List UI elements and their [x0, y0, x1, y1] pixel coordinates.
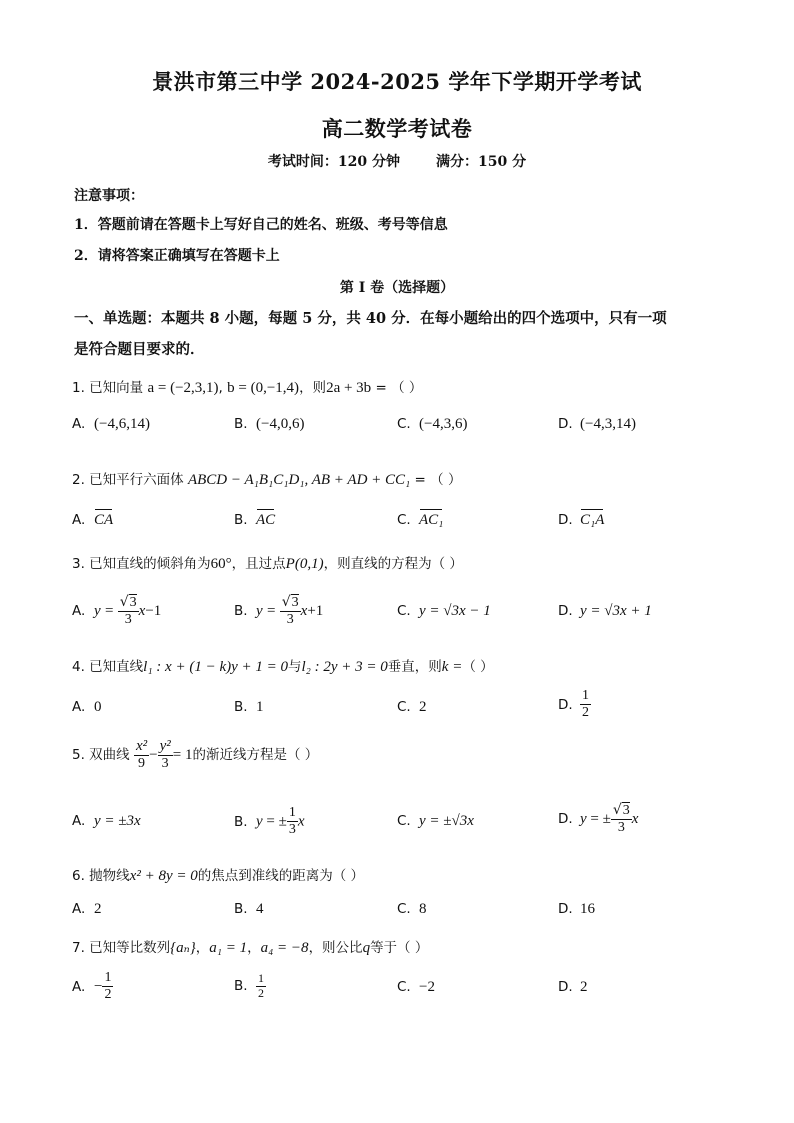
section-title: 第 I 卷（选择题）	[339, 280, 455, 296]
q5-option-b[interactable]: B. y = ± $\frac{1}{3}$ x	[234, 805, 305, 838]
q7-a1: a₁ = 1	[209, 940, 248, 956]
q1-vector-a: a = (−2,3,1)	[147, 380, 219, 396]
q4-option-d[interactable]	[558, 688, 591, 721]
q4-suffix: 垂直，则	[387, 659, 442, 675]
q3-prefix: 3. 已知直线的倾斜角为	[72, 556, 211, 572]
q5-option-d[interactable]: D. y = ± $\frac{√3}{3}$ x	[558, 802, 639, 836]
option-text: AC	[256, 512, 276, 528]
notes-item-2: 2．请将答案正确填写在答题卡上	[74, 248, 280, 264]
q6-option-c[interactable]	[397, 901, 427, 918]
option-label: B.	[234, 699, 248, 715]
section-intro-line-2: 是符合题目要求的．	[74, 341, 205, 358]
option-text: AC₁	[419, 512, 444, 528]
q1-option-b[interactable]	[234, 416, 304, 433]
q7-prefix: 7. 已知等比数列	[72, 940, 171, 956]
option-label: C.	[397, 603, 411, 619]
q3-point: P(0,1)	[285, 556, 324, 572]
q3-option-a[interactable]: A. y = $\frac{√3}{3}$ x−1	[72, 594, 162, 628]
fraction: $\frac{1}{2}$	[258, 971, 264, 1000]
option-label: C.	[397, 512, 411, 528]
q1-vector-b: b = (0,−1,4)	[227, 380, 300, 396]
q6-option-b[interactable]	[234, 901, 264, 918]
exam-info	[0, 151, 794, 171]
q1-mid: ，则	[299, 380, 327, 396]
option-text: 4	[256, 901, 264, 917]
q5-option-a[interactable]	[72, 813, 141, 830]
q2-expression: ABCD − A₁B₁C₁D₁, AB + AD + CC₁	[187, 472, 411, 488]
exam-title: 景洪市第三中学 2024-2025 学年下学期开学考试	[152, 69, 642, 94]
section-intro-line-1: 一、单选题：本题共 8 小题，每题 5 分，共 40 分．在每小题给出的四个选项中，只有一项	[74, 310, 667, 327]
q2-option-b[interactable]	[234, 512, 275, 529]
question-3-stem	[72, 552, 463, 573]
option-text: 2	[419, 699, 427, 715]
q4-mid: 与	[288, 659, 302, 675]
q5-suffix: 的渐近线方程是（ ）	[192, 747, 319, 764]
option-label: B.	[234, 978, 248, 995]
fraction: $\frac{√3}{3}$	[612, 802, 630, 836]
q6-option-a[interactable]	[72, 901, 102, 918]
q4-k: k =	[441, 659, 463, 675]
notes-heading: 注意事项：	[74, 188, 144, 204]
fraction: $\frac{1}{2}$	[582, 688, 589, 721]
fraction-y2-3: $\frac{\text{y²}}{3}$	[159, 738, 171, 772]
q7-option-a[interactable]: A. − $\frac{1}{2}$	[72, 970, 112, 1003]
q7-option-b[interactable]	[234, 972, 266, 1001]
option-label: A.	[72, 512, 86, 528]
option-text: (−4,3,6)	[419, 416, 468, 432]
option-label: B.	[234, 512, 248, 528]
q7-q: q	[362, 940, 371, 956]
q7-mid: ，则公比	[308, 940, 363, 956]
exam-subtitle: 高二数学考试卷	[321, 116, 473, 141]
option-label: A.	[72, 978, 86, 995]
option-text: 1	[256, 699, 264, 715]
option-text: y = ±3x	[94, 813, 141, 829]
option-text: C₁A	[580, 512, 605, 528]
q6-prefix: 6. 抛物线	[72, 868, 130, 884]
question-5-stem: 5. 双曲线 $\frac{\text{x²}}{9}$ − $\frac{\text{y²}}{3}$ = 1的渐近线方程是（ ）	[72, 738, 319, 772]
q3-suffix: ，则直线的方程为（ ）	[323, 556, 463, 572]
q7-sequence: {aₙ}	[170, 940, 196, 956]
q2-suffix: = （ ）	[410, 472, 462, 488]
q7-option-c[interactable]	[397, 979, 435, 996]
option-text: (−4,6,14)	[94, 416, 150, 432]
fraction: $\frac{1}{3}$	[288, 805, 296, 838]
fraction: $\frac{1}{2}$	[104, 970, 112, 1003]
q3-option-d[interactable]	[558, 603, 652, 620]
q4-option-b[interactable]	[234, 699, 264, 716]
option-text: y = √3x − 1	[419, 603, 491, 619]
option-label: D.	[558, 416, 573, 432]
exam-time: 考试时间：120 分钟	[267, 154, 400, 170]
q7-suffix: 等于（ ）	[370, 940, 429, 956]
q4-end: （ ）	[462, 659, 494, 675]
q1-suffix: = （ ）	[371, 380, 423, 396]
option-text: (−4,0,6)	[256, 416, 305, 432]
option-label: C.	[397, 901, 411, 917]
q7-a4: a₄ = −8	[260, 940, 309, 956]
option-label: B.	[234, 901, 248, 917]
option-label: B.	[234, 813, 248, 830]
q6-equation: x² + 8y = 0	[129, 868, 198, 884]
option-label: D.	[558, 811, 573, 828]
q6-suffix: 的焦点到准线的距离为（ ）	[197, 868, 365, 884]
notes-item-1: 1．答题前请在答题卡上写好自己的姓名、班级、考号等信息	[74, 217, 448, 233]
option-label: D.	[558, 901, 573, 917]
option-label: B.	[234, 416, 248, 432]
q4-prefix: 4. 已知直线	[72, 659, 144, 675]
option-label: D.	[558, 603, 573, 619]
q4-line-l2: l₂ : 2y + 3 = 0	[301, 659, 388, 675]
option-text: CA	[94, 512, 114, 528]
fraction-x2-9: $\frac{\text{x²}}{9}$	[135, 738, 148, 772]
exam-score: 满分：150 分	[436, 154, 527, 170]
option-label: C.	[397, 416, 411, 432]
q4-option-a[interactable]	[72, 699, 102, 716]
q1-option-d[interactable]	[558, 416, 636, 433]
option-label: D.	[558, 512, 573, 528]
q3-option-b[interactable]: B. y = $\frac{√3}{3}$ x+1	[234, 594, 324, 628]
option-label: A.	[72, 813, 86, 829]
q4-line-l1: l₁ : x + (1 − k)y + 1 = 0	[143, 659, 289, 675]
q2-option-c[interactable]	[397, 512, 443, 529]
question-1-stem: 1. 已知向量 a = (−2,3,1), b = (0,−1,4)，则2a + 3b = （ ）	[72, 380, 423, 396]
option-text: (−4,3,14)	[580, 416, 636, 432]
option-text: −2	[419, 979, 435, 995]
option-label: B.	[234, 603, 248, 620]
option-text: 8	[419, 901, 427, 917]
option-label: C.	[397, 699, 411, 715]
q3-option-c[interactable]	[397, 603, 491, 620]
option-label: D.	[558, 979, 573, 995]
option-text: 2	[94, 901, 102, 917]
q2-option-d[interactable]	[558, 512, 604, 529]
q1-expression: 2a + 3b	[326, 380, 372, 396]
q2-option-a[interactable]	[72, 512, 113, 529]
option-text: y = √3x + 1	[580, 603, 652, 619]
option-text: y = ±√3x	[419, 813, 474, 829]
q5-prefix: 5. 双曲线	[72, 747, 130, 764]
q2-prefix: 2. 已知平行六面体	[72, 472, 184, 488]
option-text: 2	[580, 979, 588, 995]
option-label: A.	[72, 416, 86, 432]
option-label: A.	[72, 699, 86, 715]
option-label: C.	[397, 813, 411, 829]
q3-angle: 60°	[210, 556, 232, 572]
question-6-stem	[72, 864, 364, 885]
option-label: A.	[72, 901, 86, 917]
option-text: 0	[94, 699, 102, 715]
q3-mid: ，且过点	[231, 556, 286, 572]
question-7-stem: 7. 已知等比数列{aₙ}，a₁ = 1，a₄ = −8，则公比q等于（ ）	[72, 940, 429, 956]
option-label: C.	[397, 979, 411, 995]
q5-option-c[interactable]	[397, 813, 474, 830]
q4-option-c[interactable]	[397, 699, 427, 716]
option-label: D.	[558, 696, 573, 713]
q1-option-c[interactable]	[397, 416, 467, 433]
fraction: $\frac{√3}{3}$	[281, 594, 299, 628]
fraction: $\frac{√3}{3}$	[119, 594, 137, 628]
q6-option-d[interactable]	[558, 901, 595, 918]
q7-option-d[interactable]	[558, 979, 588, 996]
q1-prefix: 1. 已知向量	[72, 380, 144, 396]
option-label: A.	[72, 603, 86, 620]
question-4-stem	[72, 655, 494, 676]
q1-option-a[interactable]	[72, 416, 150, 433]
option-text: 16	[580, 901, 595, 917]
question-2-stem	[72, 468, 461, 489]
